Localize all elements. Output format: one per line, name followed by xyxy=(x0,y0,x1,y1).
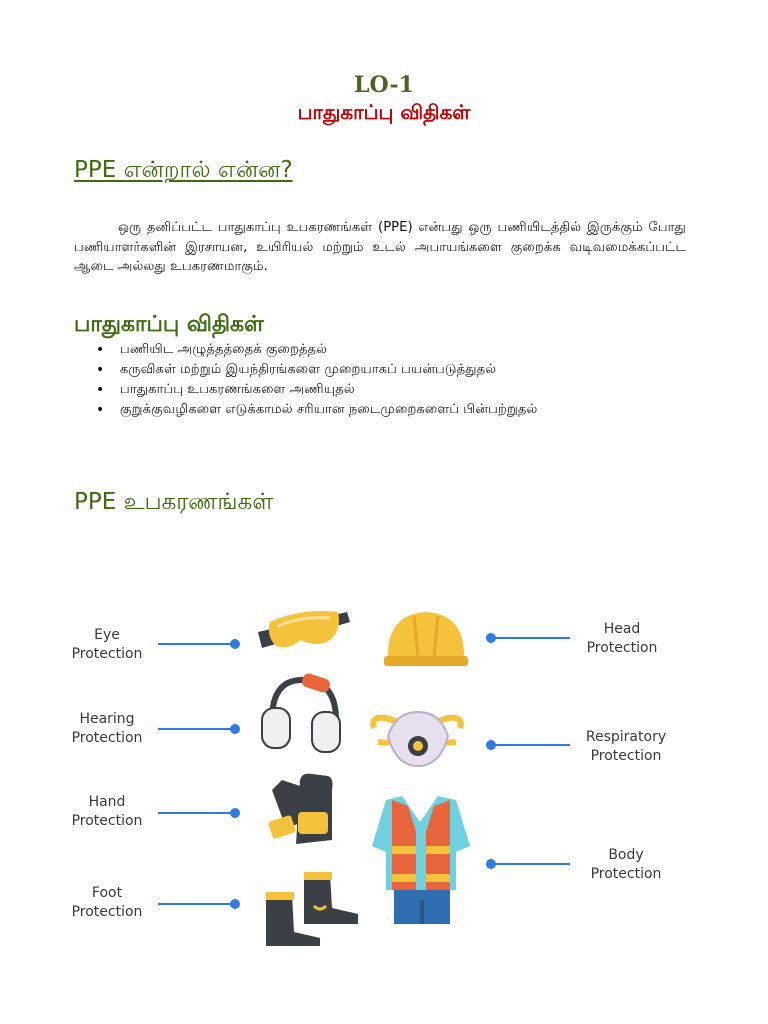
ear-muffs-icon xyxy=(262,672,340,752)
label-line: Protection xyxy=(71,730,143,746)
label-line: Protection xyxy=(590,748,662,764)
hard-hat-icon xyxy=(384,612,468,666)
safety-boots-icon xyxy=(266,872,358,946)
label-line: Hand xyxy=(88,794,126,810)
list-item: • கருவிகள் மற்றும் இயந்திரங்களை முறையாகப் பயன்படுத்துதல் xyxy=(120,360,537,380)
label-line: Head xyxy=(603,621,641,637)
list-item: • பணியிட அழுத்தத்தைக் குறைத்தல் xyxy=(120,340,537,360)
gloves-icon xyxy=(268,774,333,844)
list-item: • பாதுகாப்பு உபகரணங்களை அணியுதல் xyxy=(120,380,537,400)
safety-vest-icon xyxy=(372,796,470,924)
section-heading-safety-rules: பாதுகாப்பு விதிகள் xyxy=(74,312,264,337)
label-line: Protection xyxy=(71,904,143,920)
label-line: Eye xyxy=(94,627,120,643)
page-title: பாதுகாப்பு விதிகள் xyxy=(297,100,471,124)
goggles-icon xyxy=(258,611,350,648)
label-line: Protection xyxy=(71,813,143,829)
label-line: Protection xyxy=(71,646,143,662)
section-heading-what-is-ppe: PPE என்றால் என்ன? xyxy=(74,157,293,183)
respirator-mask-icon xyxy=(373,712,461,766)
lo-number: LO-1 xyxy=(354,72,414,98)
label-line: Foot xyxy=(91,885,123,901)
label-line: Hearing xyxy=(79,711,135,727)
ppe-definition-paragraph: ஒரு தனிப்பட்ட பாதுகாப்பு உபகரணங்கள் (PPE) என்பது ஒரு பணியிடத்தில் இருக்கும் போது பணியாளர்களின் இரசாயன, உயிரியல் மற்றும் உடல் அபாயங்களை குறைக்க வடிவமைக்கப்பட்ட ஆடை அல்லது உபகரணமாகும். xyxy=(74,220,686,274)
label-line: Respiratory xyxy=(585,729,667,745)
list-item: • குறுக்குவழிகளை எடுக்காமல் சரியான நடைமுறைகளைப் பின்பற்றுதல் xyxy=(120,400,537,420)
label-line: Body xyxy=(608,847,644,863)
label-line: Protection xyxy=(586,640,658,656)
section-heading-ppe-equipment: PPE உபகரணங்கள் xyxy=(74,489,274,515)
label-line: Protection xyxy=(590,866,662,882)
